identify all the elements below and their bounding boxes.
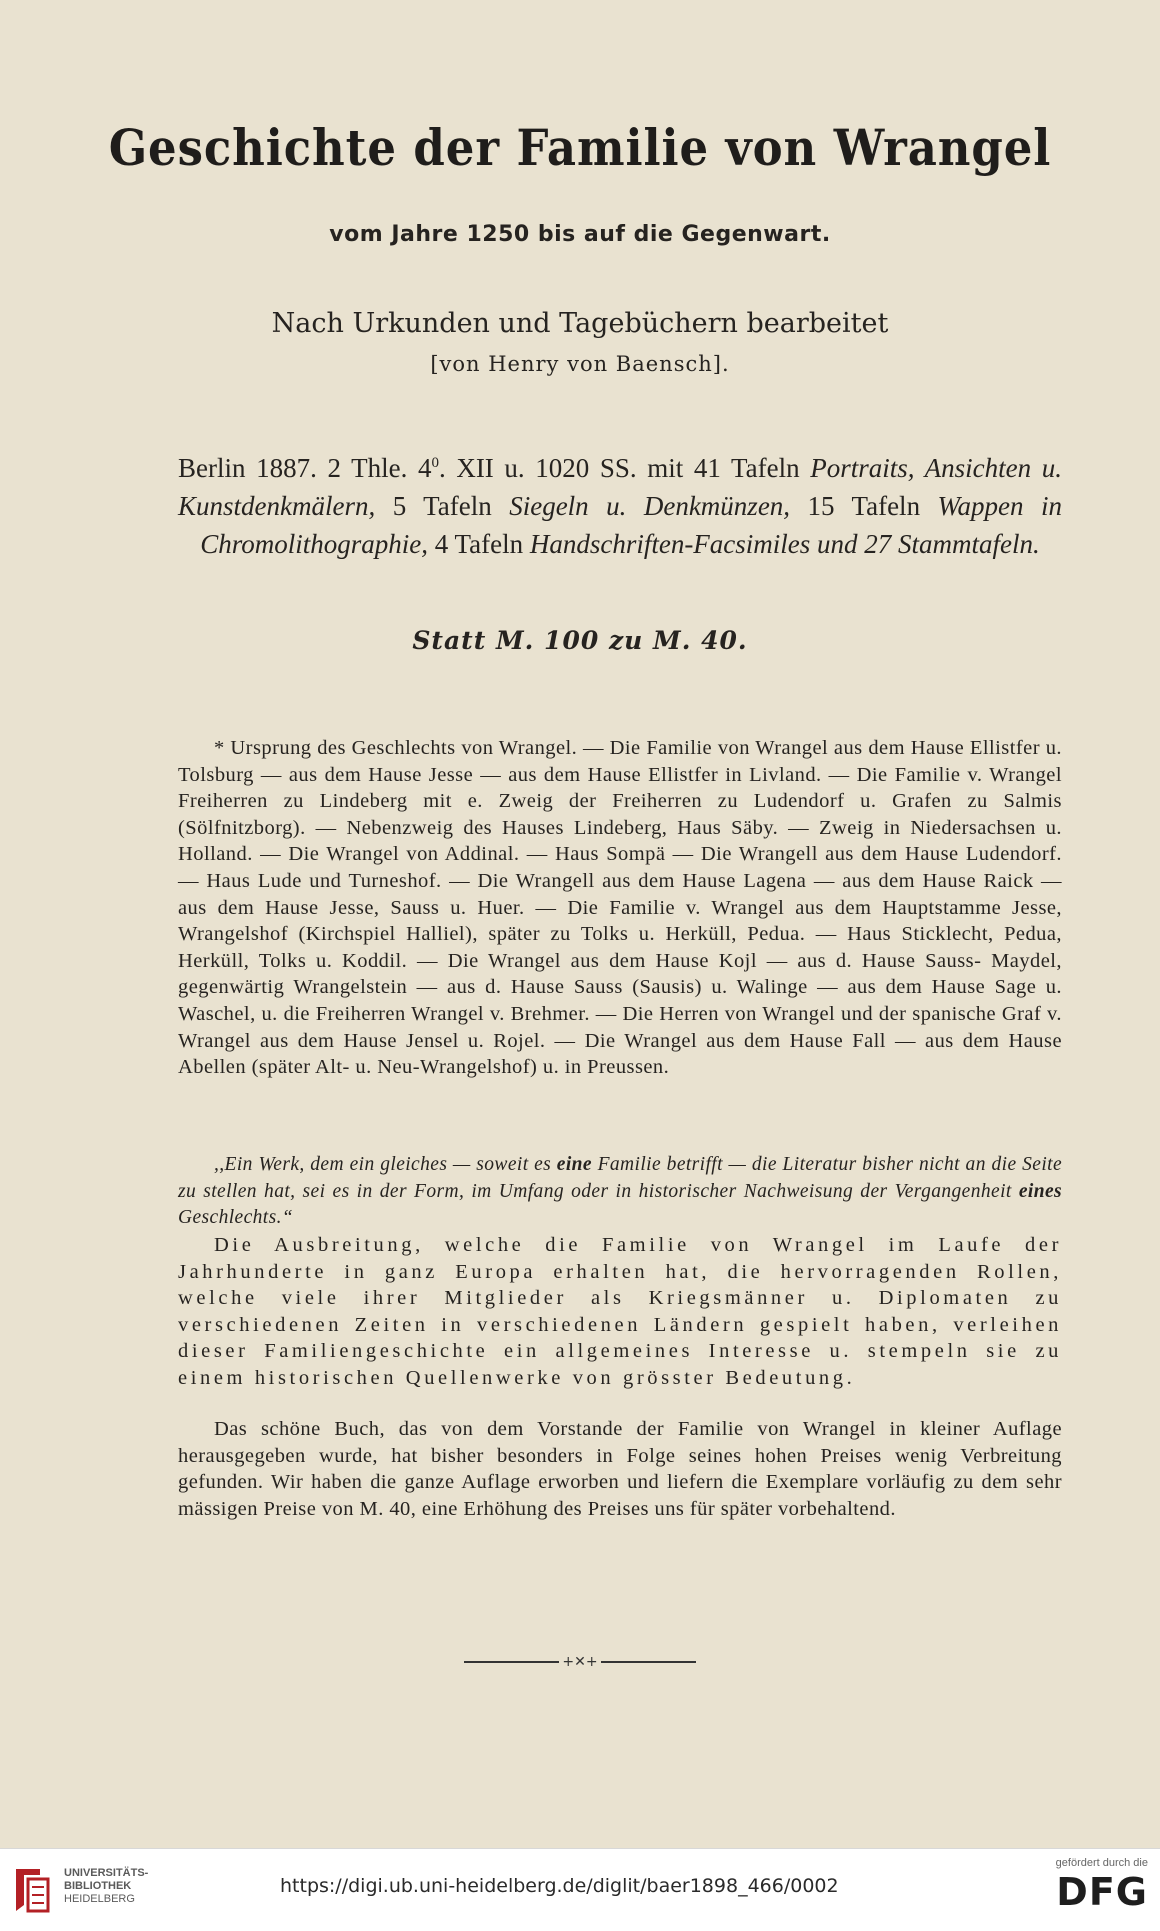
contents-text: * Ursprung des Geschlechts von Wrangel. — Die Familie von Wrangel aus dem Hause Ellistfer u. Tolsburg — aus dem Hause Jesse — aus dem Hause Ellistfer in Livland. — Die Familie v. Wrangel Freiherren zu Lindeberg mit e. Zweig der Freiherren zu Ludendorf u. Grafen zu Salmis (Sölfnitzborg). — Nebenzweig des Hauses Lindeberg, Haus Säby. — Zweig in Niedersachsen u. Holland. — Die Wrangel von Addinal. — Haus Sompä — Die Wrangell aus dem Hause Ludendorf. — Haus Lude und Turneshof. — Die Wrangell aus dem Hause Lagena — aus dem Hause Raick — aus dem Hause Jesse, Sauss u. Huer. — Die Familie v. Wrangel aus dem Hauptstamme Jesse, Wrangelshof (Kirchspiel Halliel), später zu Tolks u. Herküll, Pedua. — Haus Sticklecht, Pedua, Herküll, Tolks u. Koddil. — Die Wrangel aus dem Hause Kojl — aus d. Hause Sauss- Maydel, gegenwärtig Wrangelstein — aus d. Hause Sauss (Sausis) u. Walinge — aus dem Hause Sage u. Waschel, u. die Freiherren Wrangel v. Brehmer. — Die Herren von Wrangel und der spanische Graf v. Wrangel aus dem Hause Jensel u. Rojel. — Die Wrangel aus dem Hause Fall — aus dem Hause Abellen (später Alt- u. Neu-Wrangelshof) u. in Preussen. [178, 737, 1062, 1079]
ub-heidelberg-logo-icon [12, 1865, 54, 1915]
compiled-from-line: Nach Urkunden und Tagebüchern bearbeitet [271, 308, 889, 339]
document-title: Geschichte der Familie von Wrangel [108, 118, 1052, 177]
price-line: Statt M. 100 zu M. 40. [412, 626, 748, 655]
quote-bold: eines [1018, 1180, 1062, 1202]
library-name-line: BIBLIOTHEK [64, 1880, 132, 1892]
pubinfo-text: 4 Tafeln [427, 529, 530, 559]
pubinfo-text: Berlin 1887. 2 Thle. 4 [178, 453, 432, 483]
quote-text: Familie betrifft — die Literatur bisher nicht an die Seite zu stellen hat, sei es in der Form, im Umfang oder in historischer Nachweisung der Vergangenheit [178, 1154, 1063, 1202]
library-name-line: HEIDELBERG [64, 1893, 135, 1905]
funded-by-label: gefördert durch die [1055, 1857, 1148, 1869]
closing-paragraph: Das schöne Buch, das von dem Vorstande der Familie von Wrangel in kleiner Auflage herausgegeben wurde, hat bisher besonders in Folge seines hohen Preises wenig Verbreitung gefunden. Wir haben die ganze Auflage erworben und liefern die Exemplare vorläufig zu dem sehr mässigen Preise von M. 40, eine Erhöhung des Preises uns für später vorbehaltend. [178, 1418, 1062, 1520]
pubinfo-text: 5 Tafeln [375, 491, 510, 521]
author-line: [von Henry von Baensch]. [430, 352, 730, 376]
pubinfo-italic: Wappen in Chromolithographie, [200, 491, 1062, 559]
document-subtitle: vom Jahre 1250 bis auf die Gegenwart. [329, 222, 831, 247]
pubinfo-text: 15 Tafeln [790, 491, 938, 521]
library-name-line: UNIVERSITÄTS- [64, 1867, 149, 1879]
pubinfo-italic: Portraits, Ansichten u. Kunstdenkmälern, [178, 453, 1062, 521]
library-name [64, 1867, 174, 1906]
dfg-logo-text: DFG [1056, 1870, 1148, 1914]
pubinfo-format-sup: 0 [431, 455, 439, 471]
review-quote [178, 1152, 1062, 1232]
funder-logo[interactable] [1028, 1857, 1148, 1915]
ornament-mark: +✕+ [562, 1654, 598, 1670]
quote-bold: eine [556, 1154, 592, 1175]
spread-paragraph: Die Ausbreitung, welche die Familie von Wrangel im Laufe der Jahrhunderte in ganz Europa erhalten hat, die hervorragenden Rollen, welche viele ihrer Mitglieder als Kriegsmänner u. Diplomaten zu verschiedenen Zeiten in verschiedenen Ländern gespielt haben, verleihen dieser Familiengeschichte ein allgemeines Interesse u. stempeln sie zu einem historischen Quellenwerke von grösster Bedeutung. [178, 1234, 1062, 1389]
pubinfo-italic: Siegeln u. Denkmünzen, [509, 491, 791, 521]
publication-info [178, 444, 1062, 563]
pubinfo-text: . XII u. 1020 SS. mit 41 Tafeln [438, 453, 811, 483]
quote-text: Geschlechts.“ [178, 1207, 294, 1229]
permalink-url[interactable]: https://digi.ub.uni-heidelberg.de/diglit/baer1898_466/0002 [280, 1875, 839, 1897]
ornament-divider [0, 1654, 1160, 1670]
contents-paragraph [178, 735, 1062, 1081]
pubinfo-italic: Handschriften-Facsimiles und 27 Stammtafeln. [529, 529, 1040, 559]
library-logo[interactable] [12, 1865, 162, 1919]
viewer-footer [0, 1848, 1160, 1931]
quote-text: ,,Ein Werk, dem ein gleiches — soweit es [214, 1154, 557, 1175]
